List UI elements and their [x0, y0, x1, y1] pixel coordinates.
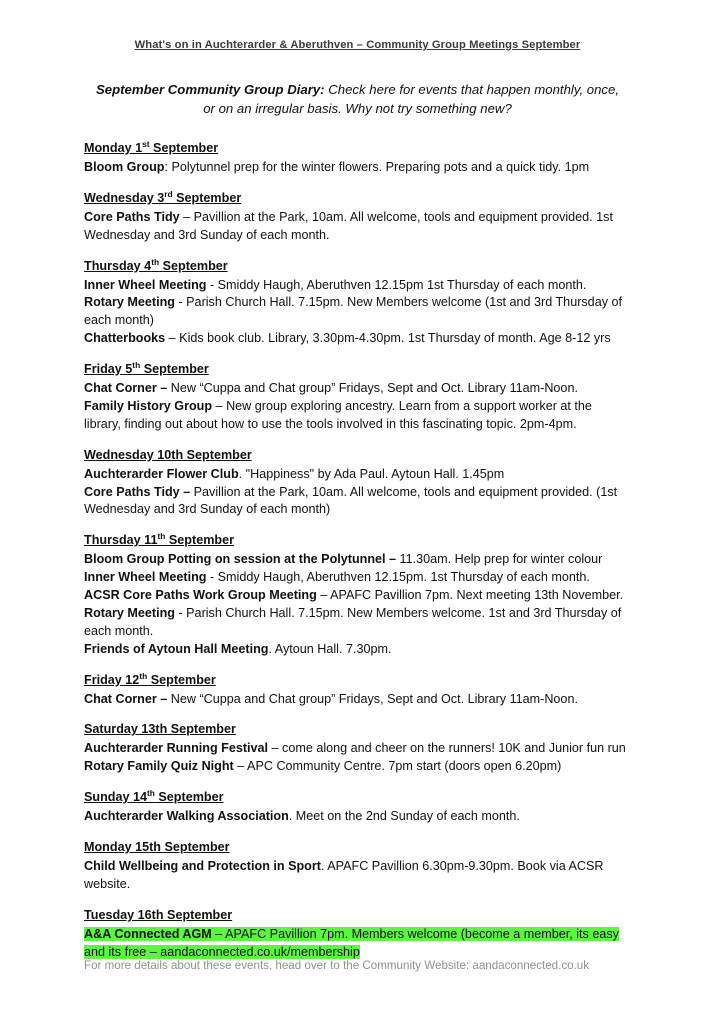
event-entry — [84, 740, 631, 758]
day-heading-main: Monday 15th September — [84, 840, 230, 855]
event-entry — [84, 398, 631, 434]
event-details: - Smiddy Haugh, Aberuthven 12.15pm 1st Thursday of each month. — [206, 277, 587, 292]
day-heading-ordinal: th — [151, 256, 160, 267]
intro-paragraph — [94, 80, 621, 118]
event-entry — [84, 569, 631, 587]
event-details: : Polytunnel prep for the winter flowers. Preparing pots and a quick tidy. 1pm — [164, 159, 590, 174]
event-text — [84, 485, 617, 517]
day-heading — [84, 532, 631, 549]
event-entry — [84, 605, 631, 641]
day-block — [84, 721, 631, 776]
event-details: - Parish Church Hall. 7.15pm. New Members welcome. 1st and 3rd Thursday of each month. — [84, 605, 622, 638]
event-name: A&A Connected AGM — [84, 926, 212, 941]
event-details: – New group exploring ancestry. Learn from a support worker at the library, finding out about how to use the tools involved in this fascinating topic. 2pm-4pm. — [84, 398, 592, 431]
event-details: 11.30am. Help prep for winter colour — [396, 552, 603, 567]
day-heading-tail: September — [172, 190, 242, 205]
day-block — [84, 140, 631, 177]
event-name: Auchterarder Flower Club — [84, 466, 239, 481]
event-name: Auchterarder Walking Association — [84, 809, 289, 824]
event-text — [84, 399, 592, 431]
event-name: Rotary Family Quiz Night — [84, 759, 234, 774]
day-heading — [84, 672, 631, 689]
day-heading-tail: September — [165, 533, 234, 548]
day-heading-main: Wednesday 3 — [84, 190, 165, 205]
event-text — [84, 741, 626, 755]
day-heading — [84, 839, 631, 856]
event-entry — [84, 926, 631, 962]
day-heading-main: Wednesday 10th September — [84, 447, 252, 462]
intro-lead: September Community Group Diary: — [95, 81, 325, 97]
event-entry — [84, 551, 631, 569]
event-details: . "Happiness" by Ada Paul. Aytoun Hall. 1.45pm — [238, 466, 505, 481]
day-block — [84, 447, 631, 520]
event-name: Chatterbooks — [84, 331, 166, 346]
event-name: Bloom Group — [84, 159, 165, 174]
day-heading-tail: September — [147, 672, 216, 687]
highlighted-event — [84, 927, 619, 959]
event-name: Friends of Aytoun Hall Meeting — [84, 641, 269, 656]
day-heading — [84, 447, 631, 464]
event-text — [84, 552, 602, 566]
day-list — [84, 140, 631, 962]
day-heading-main: Friday 12 — [84, 672, 140, 687]
event-details: – APAFC Pavillion 7pm. Members welcome (become a member, its easy and its free – aandaconnected.co.uk/membership — [84, 926, 619, 959]
page-title: What's on in Auchterarder & Aberuthven – Community Group Meetings September — [134, 39, 581, 51]
event-text — [84, 606, 621, 638]
event-details: New “Cuppa and Chat group” Fridays, Sept and Oct. Library 11am-Noon. — [167, 691, 578, 706]
day-heading — [84, 907, 631, 924]
day-heading-main: Tuesday 16th September — [84, 907, 233, 922]
event-details: – come along and cheer on the runners! 10K and Junior fun run — [268, 741, 626, 756]
event-text — [84, 809, 520, 823]
event-details: – Kids book club. Library, 3.30pm-4.30pm. 1st Thursday of month. Age 8-12 yrs — [165, 331, 611, 346]
event-entry — [84, 484, 631, 520]
day-heading — [84, 258, 631, 275]
event-details: . Aytoun Hall. 7.30pm. — [268, 641, 392, 656]
intro-rest: Check here for events that happen monthly, once, or on an irregular basis. Why not try something new? — [203, 81, 620, 116]
day-heading-main: Monday 1 — [84, 140, 143, 155]
event-entry — [84, 294, 631, 330]
day-heading-main: Friday 5 — [84, 362, 133, 377]
event-text — [84, 588, 623, 602]
event-entry — [84, 808, 631, 826]
event-details: Pavillion at the Park, 10am. All welcome, tools and equipment provided. (1st Wednesday and 3rd Sunday of each month) — [84, 484, 618, 517]
event-entry — [84, 858, 631, 894]
day-heading — [84, 361, 631, 378]
event-text — [84, 759, 561, 773]
day-heading — [84, 789, 631, 806]
event-name: Child Wellbeing and Protection in Sport — [84, 859, 321, 874]
event-text — [84, 210, 613, 242]
event-name: Auchterarder Running Festival — [84, 741, 269, 756]
event-details: - Smiddy Haugh, Aberuthven 12.15pm. 1st Thursday of each month. — [206, 570, 590, 585]
event-text — [84, 859, 604, 891]
day-heading-main: Thursday 4 — [84, 258, 152, 273]
footer-note: For more details about these events, head over to the Community Website: aandaconnected.co.uk — [84, 959, 590, 972]
day-heading-ordinal: th — [147, 788, 155, 799]
day-block — [84, 258, 631, 349]
day-heading-ordinal: th — [157, 531, 166, 542]
day-heading-tail: September — [140, 362, 209, 377]
event-name: Inner Wheel Meeting — [84, 570, 207, 585]
event-entry — [84, 159, 631, 177]
event-text — [84, 295, 622, 327]
event-text — [84, 331, 611, 345]
day-heading — [84, 190, 631, 207]
event-entry — [84, 691, 631, 709]
event-entry — [84, 587, 631, 605]
day-heading-main: Sunday 14 — [84, 790, 147, 805]
event-name: Chat Corner – — [84, 381, 168, 396]
event-details: – APAFC Pavillion 7pm. Next meeting 13th November. — [316, 588, 624, 603]
event-entry — [84, 209, 631, 245]
day-heading-ordinal: st — [142, 138, 150, 149]
event-name: Chat Corner – — [84, 691, 168, 706]
event-entry — [84, 330, 631, 348]
event-details: . APAFC Pavillion 6.30pm-9.30pm. Book via ACSR website. — [84, 859, 604, 891]
event-text — [84, 570, 590, 584]
event-name: Inner Wheel Meeting — [84, 277, 207, 292]
day-block — [84, 839, 631, 894]
event-text — [84, 278, 586, 292]
event-details: – APC Community Centre. 7pm start (doors open 6.20pm) — [233, 759, 562, 774]
event-name: Rotary Meeting — [84, 295, 175, 310]
event-details: . Meet on the 2nd Sunday of each month. — [288, 809, 520, 824]
day-heading-tail: September — [154, 790, 224, 805]
day-block — [84, 672, 631, 709]
day-block — [84, 190, 631, 245]
day-heading-ordinal: rd — [164, 188, 173, 199]
event-details: - Parish Church Hall. 7.15pm. New Members welcome (1st and 3rd Thursday of each month) — [84, 295, 622, 328]
event-name: Rotary Meeting — [84, 605, 175, 620]
day-heading-ordinal: th — [132, 359, 141, 370]
event-text — [84, 467, 504, 481]
event-entry — [84, 277, 631, 295]
event-name: Family History Group — [84, 398, 213, 413]
day-block — [84, 532, 631, 658]
event-name: ACSR Core Paths Work Group Meeting — [84, 588, 317, 603]
day-block — [84, 907, 631, 962]
day-heading — [84, 140, 631, 157]
day-heading-tail: September — [149, 140, 219, 155]
event-name: Bloom Group Potting on session at the Polytunnel – — [84, 552, 397, 567]
event-details: – Pavillion at the Park, 10am. All welcome, tools and equipment provided. 1st Wednesday and 3rd Sunday of each month. — [84, 209, 613, 242]
event-name: Core Paths Tidy – — [84, 484, 191, 499]
event-text — [84, 692, 578, 706]
event-name: Core Paths Tidy — [84, 209, 180, 224]
event-details: New “Cuppa and Chat group” Fridays, Sept and Oct. Library 11am-Noon. — [167, 381, 578, 396]
event-entry — [84, 466, 631, 484]
day-heading-main: Saturday 13th September — [84, 722, 236, 737]
day-heading — [84, 721, 631, 738]
day-block — [84, 789, 631, 826]
day-block — [84, 361, 631, 434]
day-heading-main: Thursday 11 — [84, 533, 158, 548]
event-entry — [84, 641, 631, 659]
event-entry — [84, 380, 631, 398]
event-text — [84, 381, 578, 395]
day-heading-tail: September — [159, 258, 228, 273]
day-heading-ordinal: th — [139, 670, 148, 681]
event-text — [84, 642, 391, 656]
event-entry — [84, 758, 631, 776]
event-text — [84, 160, 589, 174]
